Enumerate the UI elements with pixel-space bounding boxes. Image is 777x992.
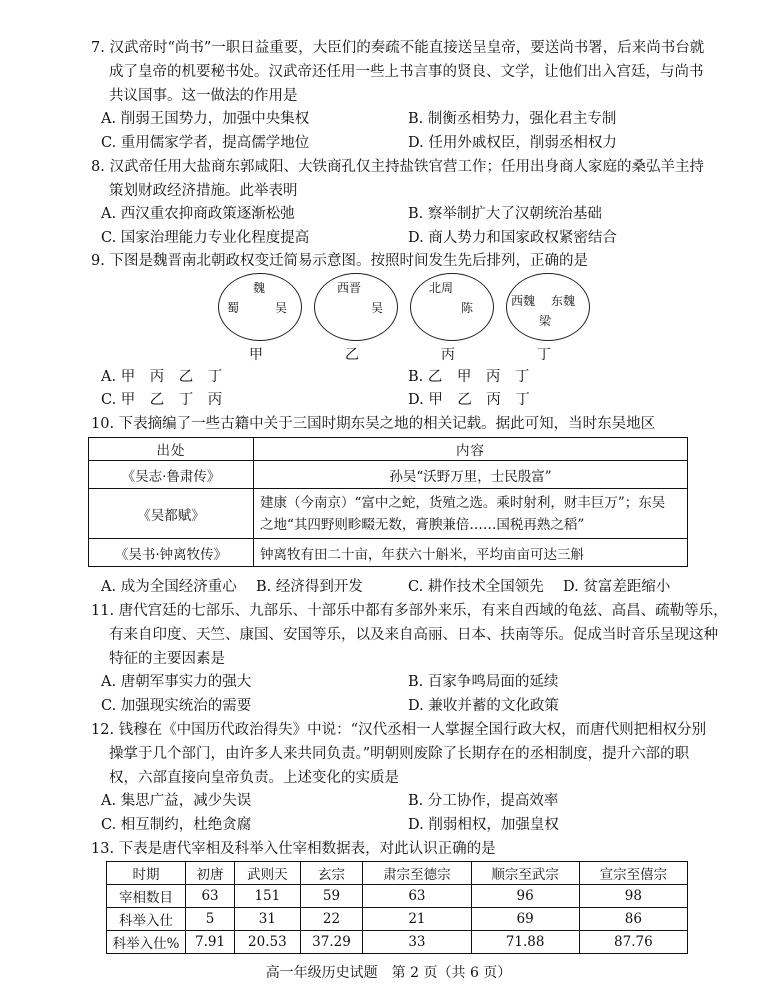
q7-stem-line1: 7. 汉武帝时“尚书”一职日益重要，大臣们的奏疏不能直接送呈皇帝，要送尚书署，后来尚书台就 [91, 40, 705, 56]
circle-ding-dongwei: 东魏 [551, 294, 576, 308]
header-cell: 顺宗至武宗 [471, 862, 579, 885]
table-row [89, 539, 688, 567]
page-footer: 高一年级历史试题 第 2 页（共 6 页） [265, 965, 512, 981]
q8-stem-line1: 8. 汉武帝任用大盐商东郭咸阳、大铁商孔仅主持盐铁官营工作；任用出身商人家庭的桑弘羊主持 [91, 159, 704, 175]
circle-bing-beizhou: 北周 [429, 281, 454, 295]
circle-ding-liang: 梁 [539, 314, 552, 328]
circle-bing-chen: 陈 [461, 301, 474, 315]
q10-option-b: B. 经济得到开发 [256, 579, 363, 595]
q7-stem-line3: 共议国事。这一做法的作用是 [109, 88, 298, 104]
q12-stem-line2: 操掌于几个部门，由许多人来共同负责。”明朝则废除了长期存在的丞相制度，提升六部的职 [109, 746, 690, 762]
q7-stem-line2: 成了皇帝的机要秘书处。汉武帝还任用一些上书言事的贤良、文学，让他们出入宫廷，与尚书 [109, 64, 704, 80]
table-row [107, 885, 688, 908]
table-cell: 63 [186, 885, 235, 908]
table-cell: 63 [363, 885, 471, 908]
circle-jia-wei: 魏 [253, 281, 266, 295]
table-cell: 33 [363, 931, 471, 954]
cell-content [254, 489, 688, 539]
q12-option-a: A. 集思广益，减少失误 [101, 793, 252, 809]
cell-source: 《吴书·钟离牧传》 [89, 539, 254, 567]
circle-jia-shu: 蜀 [227, 301, 240, 315]
q9-stem: 9. 下图是魏晋南北朝政权变迁简易示意图。按照时间发生先后排列，正确的是 [91, 253, 588, 269]
table-cell: 96 [471, 885, 579, 908]
table-cell: 7.91 [186, 931, 235, 954]
q9-option-b: B. 乙 甲 丙 丁 [408, 369, 530, 385]
cell-content: 孙吴“沃野万里，士民殷富” [254, 461, 688, 489]
circle-jia [218, 273, 302, 341]
circle-jia-wu: 吴 [275, 301, 288, 315]
table-header-row [107, 862, 688, 885]
q11-option-c: C. 加强现实统治的需要 [101, 698, 252, 714]
header-cell: 肃宗至德宗 [363, 862, 471, 885]
q13-table [106, 861, 688, 954]
table-cell: 5 [186, 908, 235, 931]
q10-stem: 10. 下表摘编了一些古籍中关于三国时期东吴之地的相关记载。据此可知，当时东吴地区 [91, 416, 656, 432]
q8-option-d: D. 商人势力和国家政权紧密结合 [408, 230, 617, 246]
header-cell: 宣宗至僖宗 [579, 862, 687, 885]
q12-stem-line1: 12. 钱穆在《中国历代政治得失》中说：“汉代丞相一人掌握全国行政大权，而唐代则把相权分别 [91, 722, 707, 738]
q12-option-b: B. 分工协作，提高效率 [408, 793, 559, 809]
circle-bing [410, 273, 494, 341]
q10-option-d: D. 贫富差距缩小 [563, 579, 671, 595]
cell-content-line: 之地“其四野则畛畷无数，膏腴兼倍……国税再熟之稻” [260, 516, 585, 533]
q10-option-c: C. 耕作技术全国领先 [408, 579, 544, 595]
circle-yi-xijin: 西晋 [337, 281, 362, 295]
table-cell: 86 [579, 908, 687, 931]
q7-option-a: A. 削弱王国势力，加强中央集权 [101, 111, 310, 127]
regime-diagram [212, 269, 580, 361]
table-cell: 科举入仕% [107, 931, 186, 954]
table-cell: 31 [235, 908, 301, 931]
cell-content-line: 建康（今南京）“富中之蛇，货殖之选。乘时射利，财丰巨万”；东吴 [260, 494, 666, 511]
table-row [107, 908, 688, 931]
q7-option-d: D. 任用外戚权臣，削弱丞相权力 [408, 135, 617, 151]
table-cell: 59 [300, 885, 363, 908]
circle-ding-xiwei: 西魏 [511, 294, 536, 308]
q8-option-c: C. 国家治理能力专业化程度提高 [101, 230, 310, 246]
q12-option-d: D. 削弱相权，加强皇权 [408, 817, 559, 833]
table-row [107, 931, 688, 954]
q11-option-b: B. 百家争鸣局面的延续 [408, 674, 559, 690]
table-header-row [89, 438, 688, 461]
diagram-label-yi: 乙 [345, 347, 359, 363]
table-cell: 科举入仕 [107, 908, 186, 931]
diagram-label-ding: 丁 [537, 347, 551, 363]
q11-stem-line2: 有来自印度、天竺、康国、安国等乐，以及来自高丽、日本、扶南等乐。促成当时音乐呈现这种 [109, 627, 718, 643]
cell-source: 《吴都赋》 [89, 489, 254, 539]
q12-stem-line3: 权，六部直接向皇帝负责。上述变化的实质是 [109, 770, 399, 786]
q11-option-a: A. 唐朝军事实力的强大 [101, 674, 252, 690]
q10-table [88, 437, 688, 567]
table-cell: 87.76 [579, 931, 687, 954]
table-cell: 宰相数目 [107, 885, 186, 908]
cell-content: 钟离牧有田二十亩，年获六十斛米，平均亩亩可达三斛 [254, 539, 688, 567]
header-source: 出处 [89, 438, 254, 461]
q11-option-d: D. 兼收并蓄的文化政策 [408, 698, 559, 714]
q10-option-a: A. 成为全国经济重心 [101, 579, 237, 595]
q8-option-b: B. 察举制扩大了汉朝统治基础 [408, 206, 602, 222]
table-cell: 69 [471, 908, 579, 931]
header-cell: 武则天 [235, 862, 301, 885]
q7-option-c: C. 重用儒家学者，提高儒学地位 [101, 135, 310, 151]
table-cell: 98 [579, 885, 687, 908]
q8-option-a: A. 西汉重农抑商政策逐渐松弛 [101, 206, 295, 222]
table-cell: 71.88 [471, 931, 579, 954]
q9-option-d: D. 甲 乙 丙 丁 [408, 392, 530, 408]
cell-source: 《吴志·鲁肃传》 [89, 461, 254, 489]
q9-option-c: C. 甲 乙 丁 丙 [101, 392, 223, 408]
header-cell: 时期 [107, 862, 186, 885]
q7-option-b: B. 制衡丞相势力，强化君主专制 [408, 111, 617, 127]
q11-stem-line1: 11. 唐代宫廷的七部乐、九部乐、十部乐中都有多部外来乐，有来自西域的龟兹、高昌、疏勒等乐， [91, 603, 728, 619]
table-cell: 22 [300, 908, 363, 931]
diagram-label-bing: 丙 [441, 347, 455, 363]
q12-option-c: C. 相互制约，杜绝贪腐 [101, 817, 252, 833]
table-row [89, 489, 688, 539]
q9-option-a: A. 甲 丙 乙 丁 [101, 369, 223, 385]
table-cell: 151 [235, 885, 301, 908]
q8-stem-line2: 策划财政经济措施。此举表明 [109, 183, 298, 199]
q13-stem: 13. 下表是唐代宰相及科举入仕宰相数据表，对此认识正确的是 [91, 841, 496, 857]
q11-stem-line3: 特征的主要因素是 [109, 651, 225, 667]
header-cell: 初唐 [186, 862, 235, 885]
table-cell: 37.29 [300, 931, 363, 954]
table-row [89, 461, 688, 489]
header-content: 内容 [254, 438, 688, 461]
table-cell: 21 [363, 908, 471, 931]
circle-yi [314, 273, 398, 341]
header-cell: 玄宗 [300, 862, 363, 885]
diagram-label-jia: 甲 [249, 347, 263, 363]
table-cell: 20.53 [235, 931, 301, 954]
circle-ding [506, 273, 590, 341]
circle-yi-wu: 吴 [371, 301, 384, 315]
